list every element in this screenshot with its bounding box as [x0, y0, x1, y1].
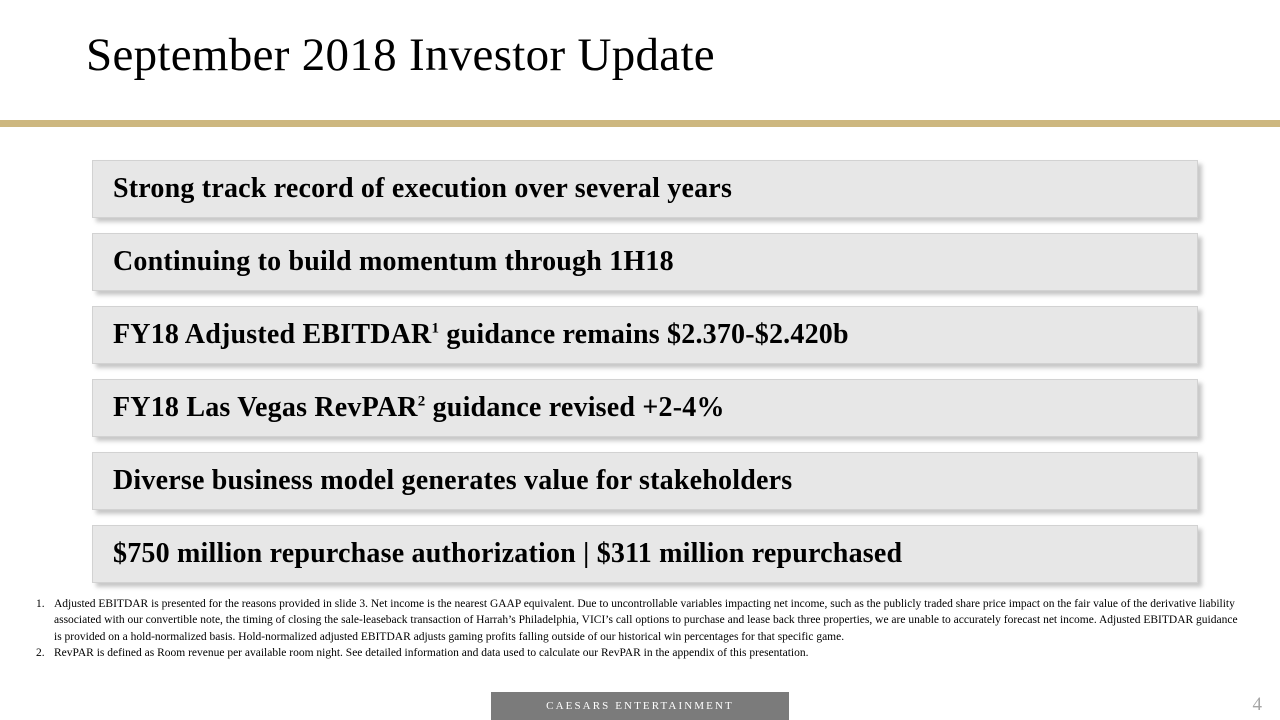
footnote-item	[32, 596, 1247, 645]
highlight-bar-label: Diverse business model generates value for stakeholders	[113, 465, 793, 496]
footnotes	[32, 596, 1247, 662]
highlight-bar-label: Strong track record of execution over several years	[113, 173, 733, 204]
page-number: 4	[1252, 694, 1262, 715]
highlight-bar-label-tail: guidance remains $2.370-$2.420b	[439, 319, 849, 350]
highlight-bar	[92, 525, 1198, 583]
highlight-bar	[92, 379, 1198, 437]
highlight-bar-list	[92, 160, 1198, 598]
page-title: September 2018 Investor Update	[86, 29, 715, 81]
footnote-text: Adjusted EBITDAR is presented for the reasons provided in slide 3. Net income is the nearest GAAP equivalent. Due to uncontrollable variables impacting net income, such as the publicly traded share price impact on the fair value of the derivative liability associated with our convertible note, the timing of closing the sale-leaseback transaction of Harrah’s Philadelphia, VICI’s call options to purchase and lease back three properties, we are unable to accurately forecast net income. Adjusted EBITDAR guidance is provided on a hold-normalized basis. Hold-normalized adjusted EBITDAR adjusts gaming profits falling outside of our historical win percentages for that specific game.	[54, 598, 1238, 643]
highlight-bar	[92, 233, 1198, 291]
highlight-bar-label	[93, 319, 849, 351]
highlight-bar-label-tail: guidance revised +2-4%	[425, 392, 725, 423]
highlight-bar	[92, 306, 1198, 364]
footnote-marker: 1	[431, 320, 440, 337]
brand-footer	[491, 692, 789, 720]
footnote-marker: 2	[417, 393, 426, 410]
footnote-number: 1.	[36, 598, 45, 610]
footnote-item	[32, 645, 1247, 661]
highlight-bar-label-main: FY18 Las Vegas RevPAR	[113, 392, 418, 423]
highlight-bar-label	[93, 392, 725, 424]
footnote-text: RevPAR is defined as Room revenue per available room night. See detailed information and data used to calculate our RevPAR in the appendix of this presentation.	[54, 647, 809, 660]
footnote-number: 2.	[36, 647, 45, 660]
highlight-bar	[92, 452, 1198, 510]
highlight-bar-label-main: FY18 Adjusted EBITDAR	[113, 319, 432, 350]
brand-name: CAESARS ENTERTAINMENT	[546, 700, 734, 712]
highlight-bar	[92, 160, 1198, 218]
accent-divider	[0, 120, 1280, 127]
highlight-bar-label: Continuing to build momentum through 1H18	[113, 246, 674, 277]
highlight-bar-label: $750 million repurchase authorization | $311 million repurchased	[113, 538, 903, 569]
